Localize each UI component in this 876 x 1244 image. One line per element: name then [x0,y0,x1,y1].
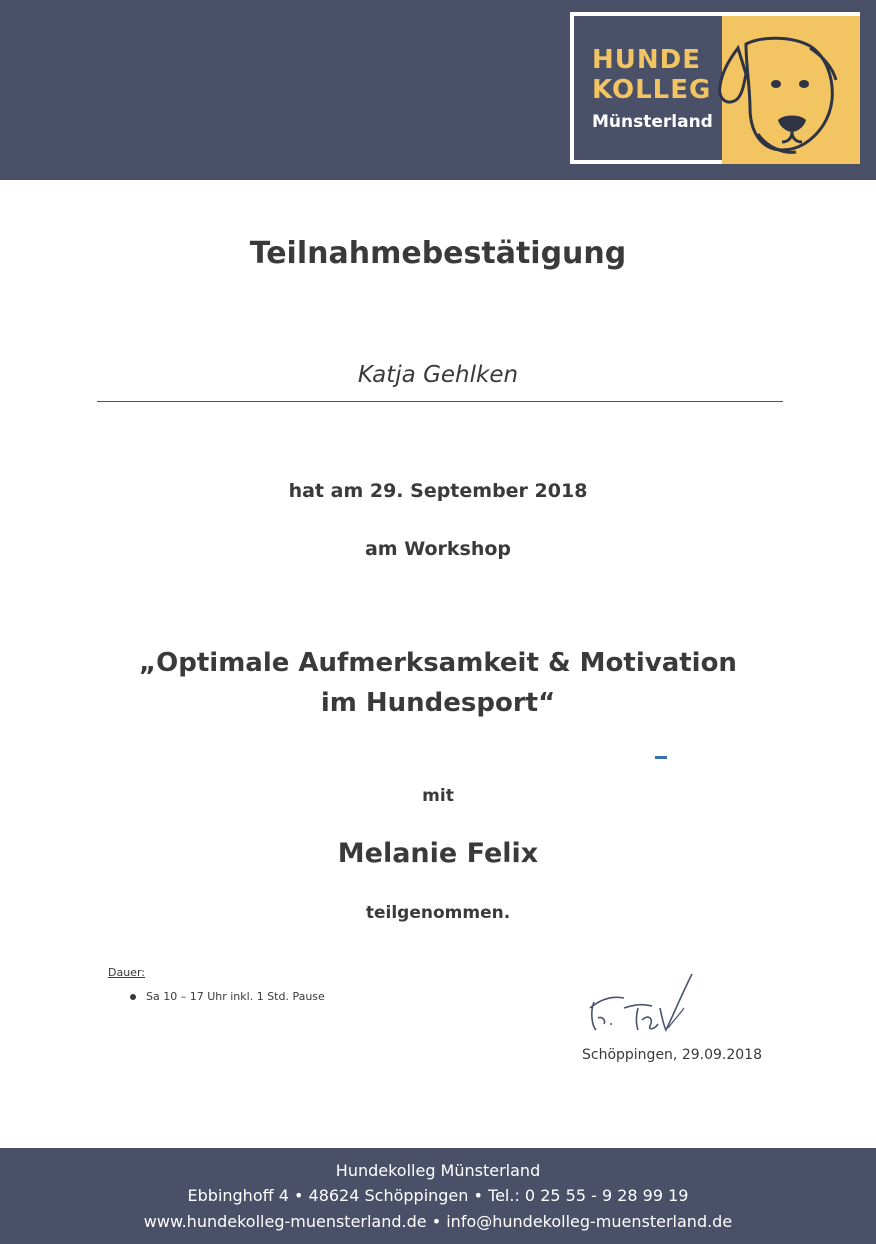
footer-address: Ebbinghoff 4 • 48624 Schöppingen • Tel.: 0 25 55 - 9 28 99 19 [187,1186,689,1205]
workshop-title-line1: „Optimale Aufmerksamkeit & Motivation [139,648,737,678]
logo-text-hunde: HUNDE [592,45,701,75]
logo-text-region: Münsterland [592,112,713,132]
page-title: Teilnahmebestätigung [249,236,627,271]
name-underline [97,401,783,402]
dog-head-icon [692,22,858,162]
with-label: mit [422,786,454,806]
logo-text-kolleg: KOLLEG [592,75,712,105]
footer-web-email: www.hundekolleg-muensterland.de • info@hundekolleg-muensterland.de [143,1212,733,1231]
duration-label: Dauer: [108,966,145,979]
participant-name: Katja Gehlken [357,362,519,388]
event-line: am Workshop [364,538,512,560]
trainer-name: Melanie Felix [337,838,539,869]
logo [570,12,860,164]
duration-item [130,990,325,1003]
handwritten-signature [580,968,720,1040]
bullet-icon [130,994,136,1000]
date-line: hat am 29. September 2018 [288,480,588,502]
place-and-date: Schöppingen, 29.09.2018 [582,1047,762,1063]
duration-item-text: Sa 10 – 17 Uhr inkl. 1 Std. Pause [146,990,325,1003]
ink-mark [655,756,667,759]
workshop-title-line2: im Hundesport“ [320,688,556,718]
closing-text: teilgenommen. [365,903,511,923]
footer-organization: Hundekolleg Münsterland [335,1161,541,1180]
